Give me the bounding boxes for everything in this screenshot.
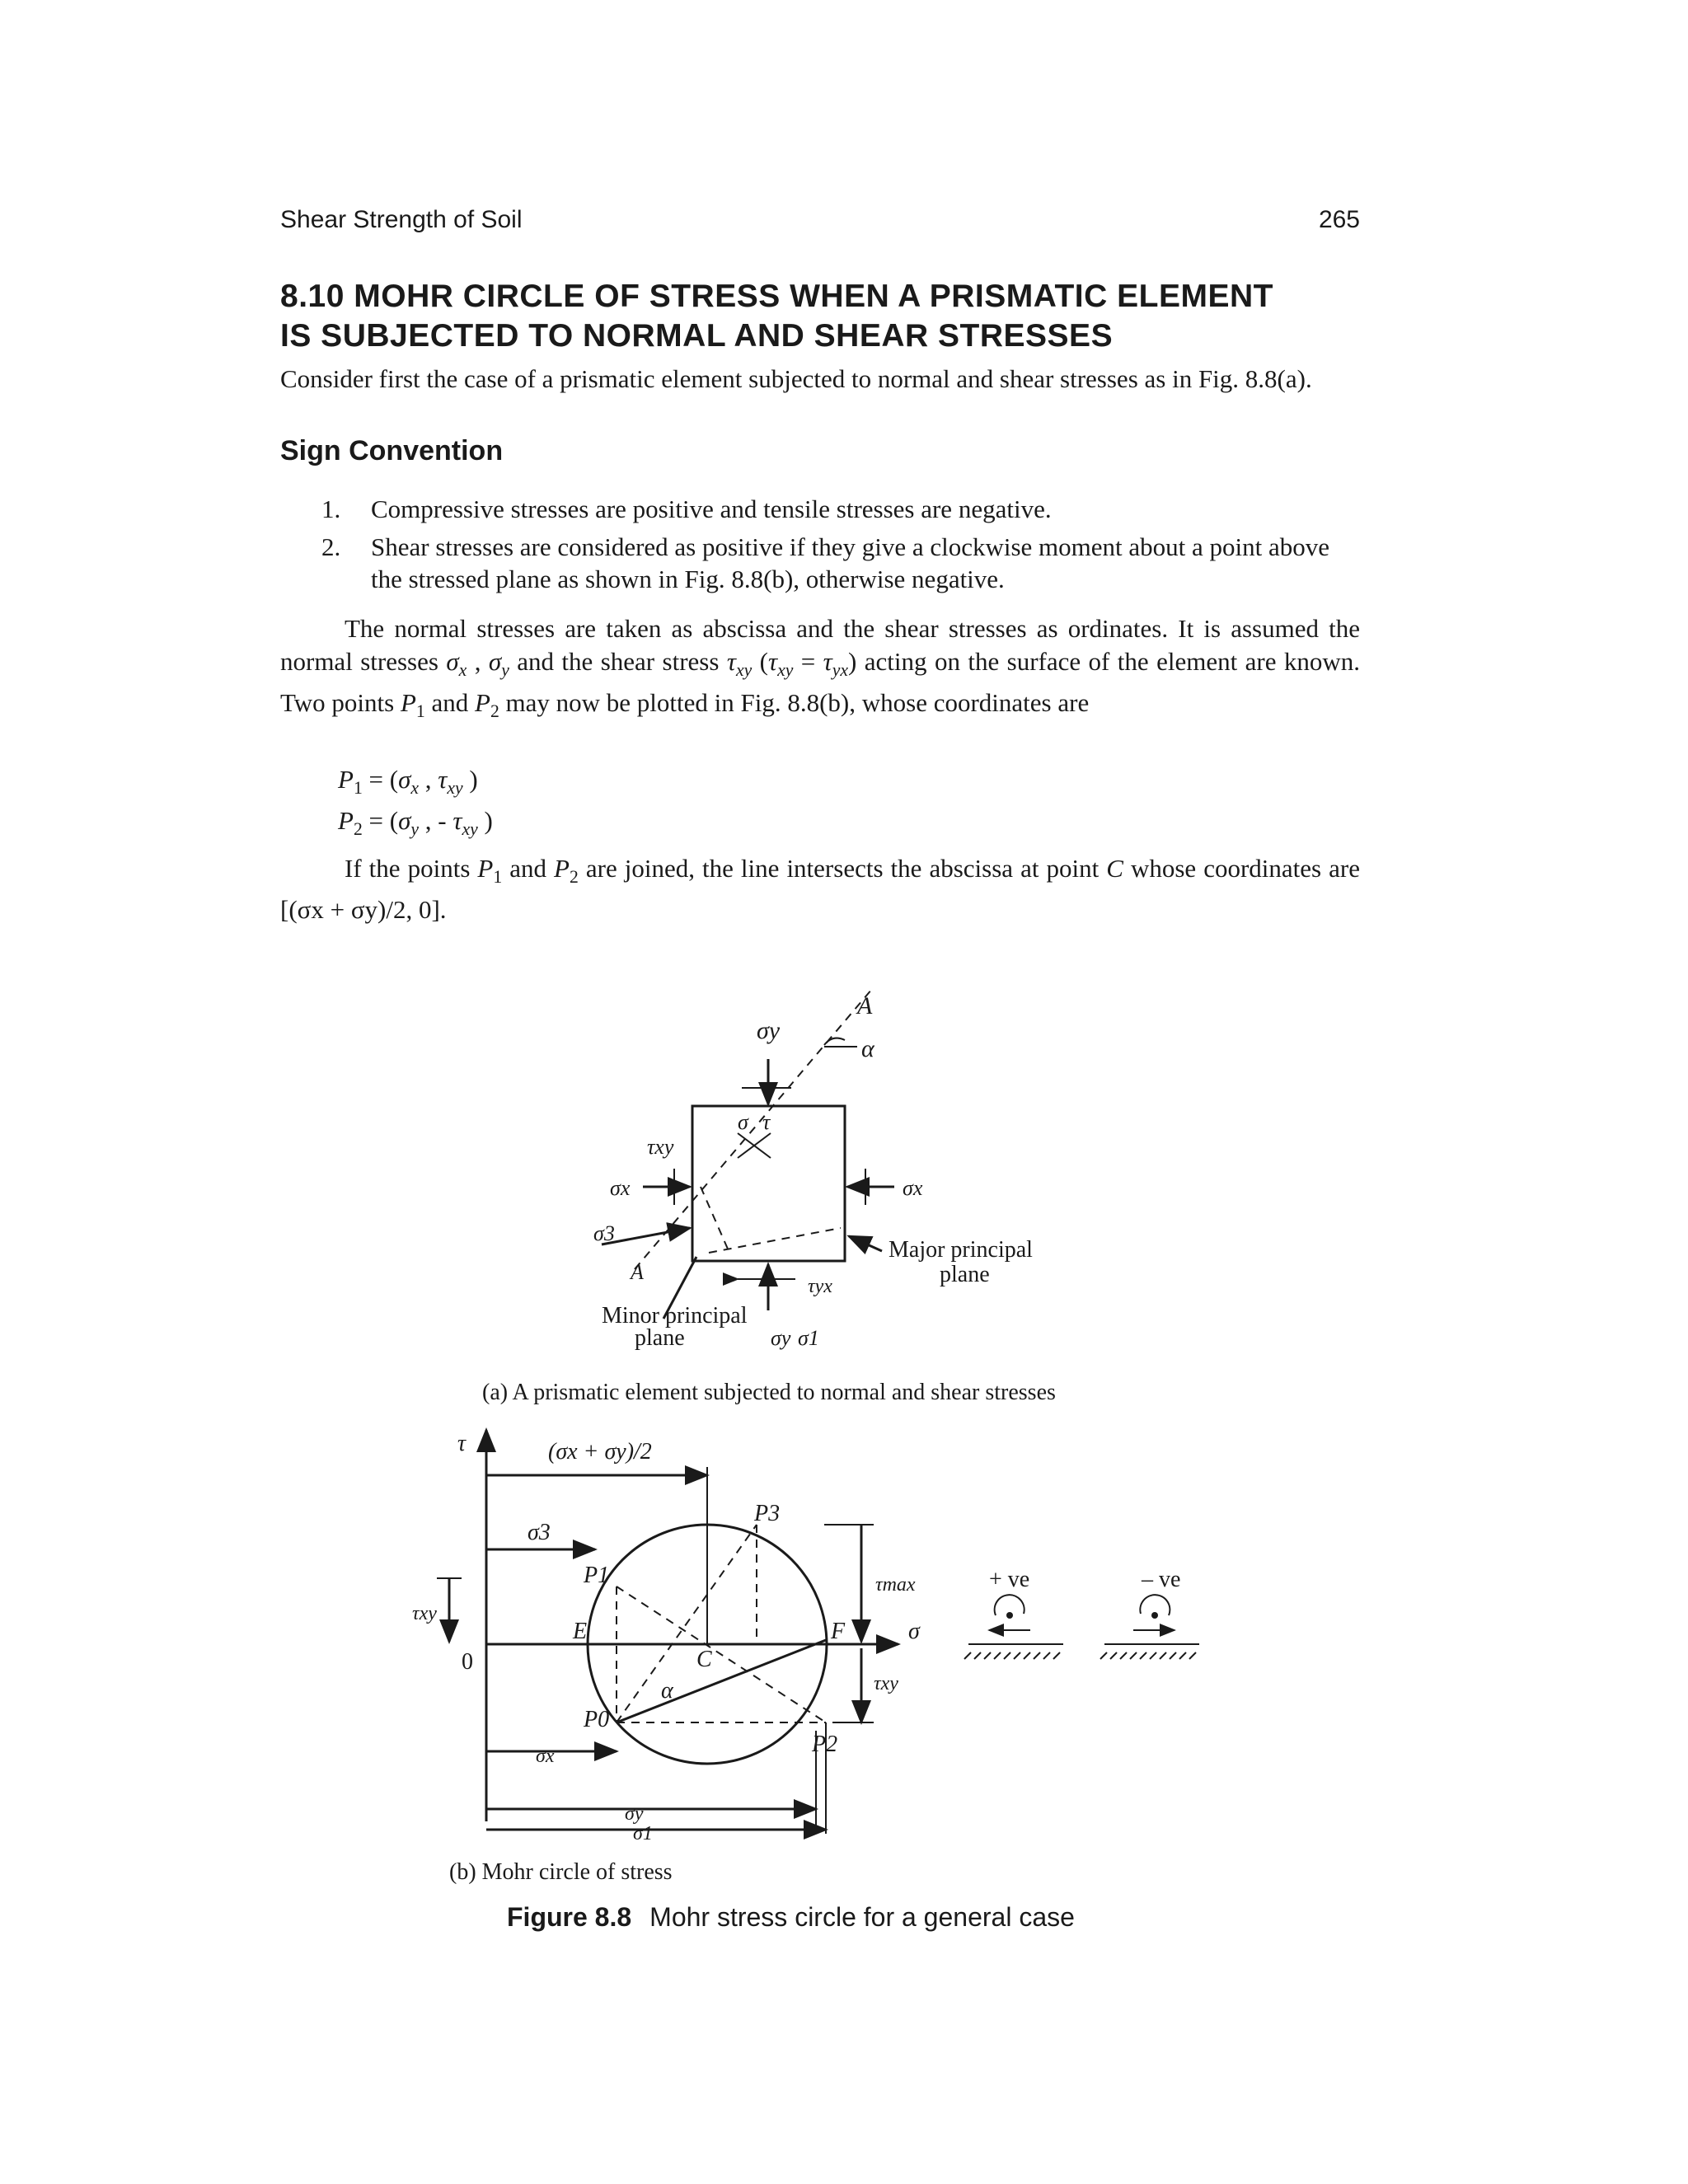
label-P3: P3 — [754, 1501, 781, 1526]
label-sigma-3: σ3 — [593, 1221, 615, 1245]
figure-a-prismatic-element — [482, 989, 1154, 1418]
label-sigma-x: σx — [536, 1746, 555, 1767]
label-alpha: α — [661, 1678, 673, 1704]
page-number: 265 — [1318, 206, 1360, 233]
label-tau-xy: τxy — [647, 1135, 674, 1159]
label-major-plane: plane — [940, 1262, 990, 1287]
label-tau-xy-right: τxy — [874, 1673, 898, 1694]
label-sigma: σ — [738, 1110, 748, 1134]
caption-b: (b) Mohr circle of stress — [449, 1859, 673, 1885]
label-half-sum: (σx + σy)/2 — [548, 1439, 652, 1465]
body-paragraph-2: If the points $P_1$ and $P_2$ are joined, the line intersects the abscissa at point C whose coordinates are [(σx + σy)/2, 0]. — [280, 854, 1360, 925]
section-title-line-1: 8.10 MOHR CIRCLE OF STRESS WHEN A PRISMATIC ELEMENT — [280, 279, 1273, 314]
label-sigma-axis: σ — [908, 1619, 920, 1644]
page-header — [280, 206, 1360, 242]
section-title — [280, 277, 1368, 356]
label-tau-axis: τ — [457, 1431, 467, 1456]
list-item-text: Compressive stresses are positive and tensile stresses are negative. — [371, 494, 1052, 523]
equation-p2: $P_2 = (\sigma_y$ , - $\tau_{xy}$ ) — [338, 806, 493, 840]
label-C: C — [696, 1647, 712, 1672]
intro-paragraph: Consider first the case of a prismatic element subjected to normal and shear stresses as in Fig. 8.8(a). — [280, 364, 1312, 393]
list-item-number: 1. — [321, 494, 341, 523]
label-E: E — [573, 1619, 588, 1644]
figure-title: Mohr stress circle for a general case — [649, 1902, 1075, 1932]
figure-label: Figure 8.8 — [507, 1902, 632, 1932]
label-P1: P1 — [584, 1563, 610, 1588]
label-minor-plane: plane — [635, 1325, 685, 1351]
list-item-number: 2. — [321, 532, 341, 561]
label-major-principal: Major principal — [889, 1237, 1033, 1263]
body-paragraph-1: The normal stresses are taken as abscissa and the shear stresses as ordinates. It is assumed the normal stresses $\sigma_x$ , $\sigma_y$ and the shear stress $\tau_{xy}$ $(\tau_{xy} = \tau_{yx})$ acting on the surface of the element are known. Two points $P_1$ and $P_2$ may now be plotted in Fig. 8.8(b), whose coordinates are — [280, 614, 1361, 722]
label-F: F — [831, 1619, 846, 1644]
label-P2: P2 — [812, 1732, 838, 1757]
label-tau: τ — [762, 1110, 771, 1134]
equation-p1: $P_1 = (\sigma_x$ , $\tau_{xy}$ ) — [338, 765, 478, 799]
label-sigma-y: σy — [625, 1803, 644, 1825]
label-A-top: A — [857, 992, 873, 1019]
label-sigma-x-left: σx — [610, 1176, 631, 1200]
section-title-line-2: IS SUBJECTED TO NORMAL AND SHEAR STRESSES — [280, 318, 1114, 354]
label-zero: 0 — [462, 1649, 473, 1675]
radius-line — [617, 1640, 826, 1722]
label-A-bottom: A — [631, 1260, 644, 1284]
label-tau-max: τmax — [875, 1574, 916, 1596]
sign-convention-heading: Sign Convention — [280, 435, 504, 466]
list-item-text: Shear stresses are considered as positive if they give a clockwise moment about a point above the stressed plane as shown in Fig. 8.8(b), otherwise negative. — [371, 532, 1330, 593]
label-sigma-1: σ1 — [798, 1326, 819, 1350]
running-head: Shear Strength of Soil — [280, 206, 523, 233]
label-sigma-y-bottom: σy — [771, 1326, 791, 1350]
figure-caption — [507, 1902, 1075, 1933]
label-alpha: α — [861, 1035, 874, 1062]
label-minus-ve: – ve — [1142, 1567, 1181, 1592]
label-sigma-1: σ1 — [633, 1823, 653, 1844]
label-sigma-x-right: σx — [903, 1176, 923, 1200]
caption-a: (a) A prismatic element subjected to normal and shear stresses — [482, 1380, 1056, 1405]
label-minor-principal: Minor principal — [602, 1303, 748, 1329]
label-tau-xy-left: τxy — [412, 1603, 437, 1624]
label-sigma-3: σ3 — [528, 1520, 551, 1545]
label-plus-ve: + ve — [989, 1567, 1030, 1592]
label-sigma-y: σy — [757, 1017, 781, 1044]
label-P0: P0 — [584, 1707, 610, 1732]
label-tau-yx: τyx — [808, 1276, 832, 1297]
figure-b-mohr-circle — [404, 1418, 1311, 1896]
